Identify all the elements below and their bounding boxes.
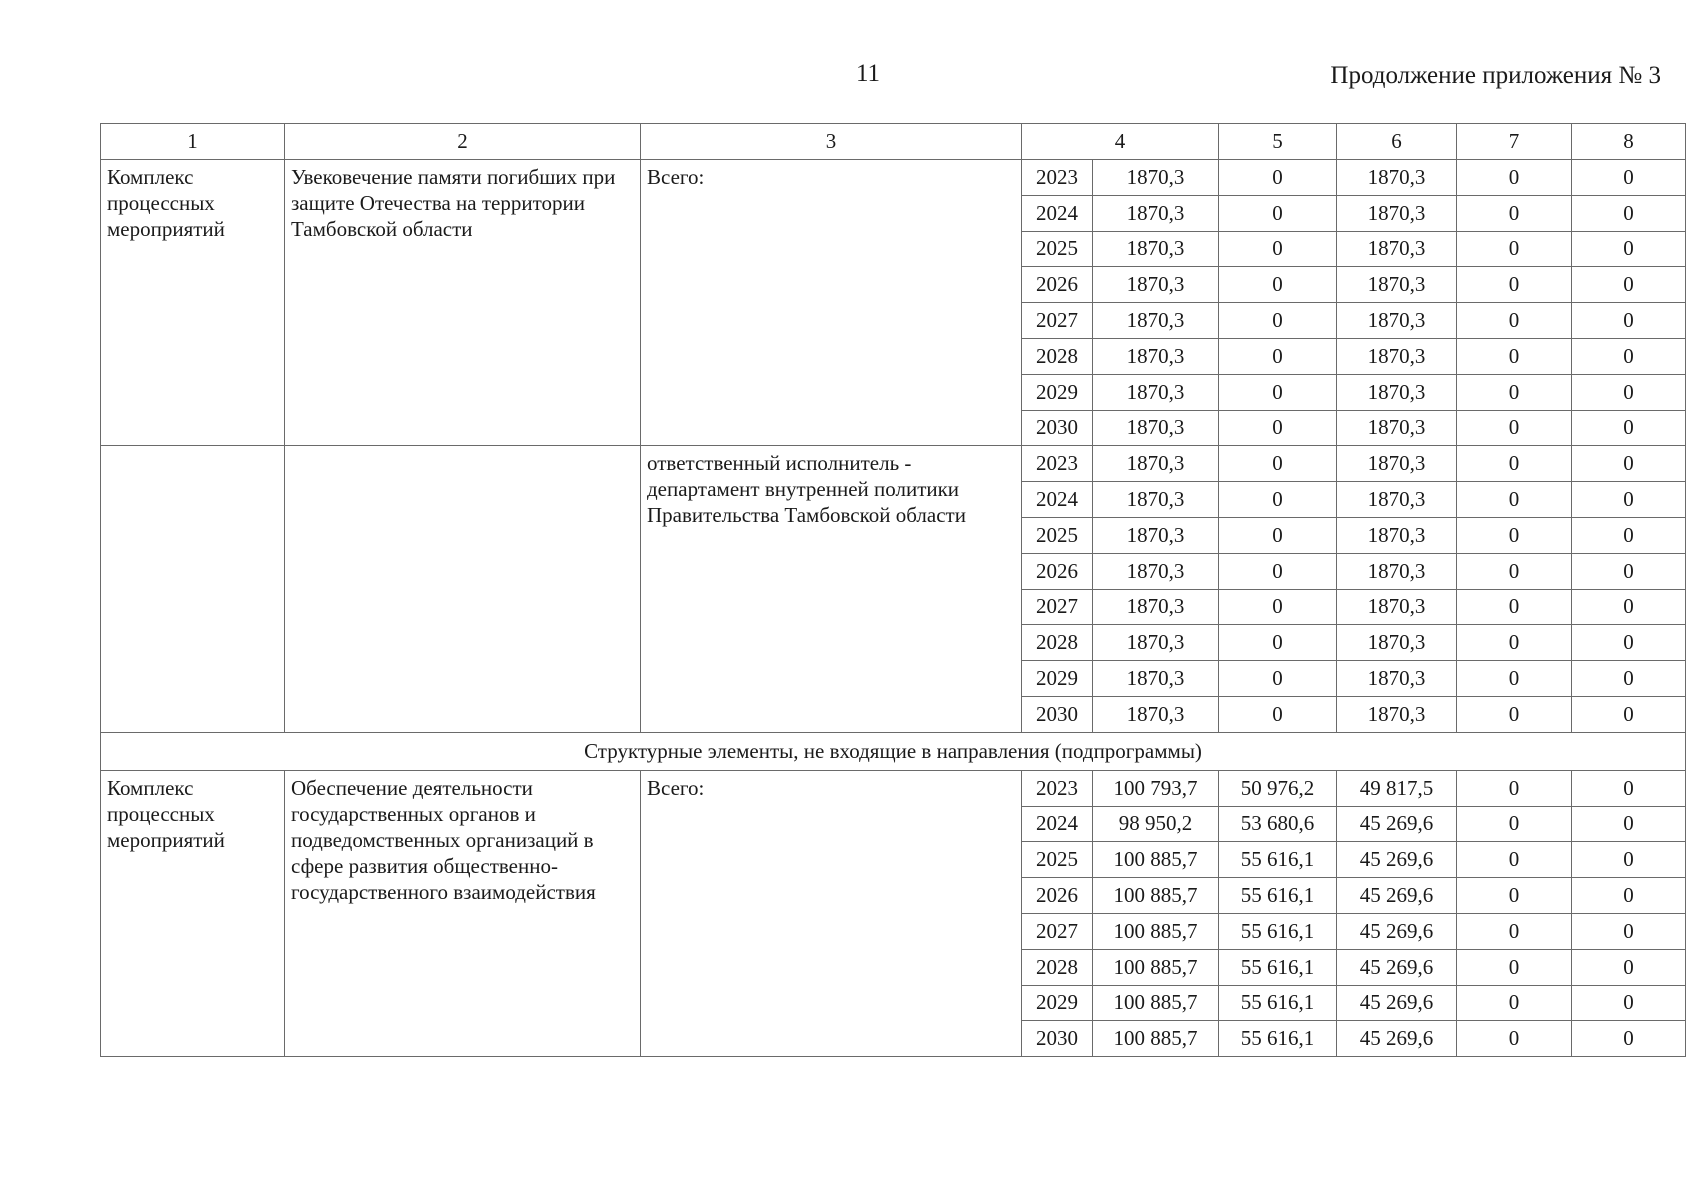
regional-cell: 49 817,5 [1337,770,1457,806]
year-cell: 2023 [1022,770,1093,806]
total-cell: 1870,3 [1093,303,1219,339]
year-cell: 2030 [1022,410,1093,446]
federal-cell: 0 [1219,160,1337,196]
regional-cell: 1870,3 [1337,267,1457,303]
other-cell: 0 [1572,625,1686,661]
other-cell: 0 [1572,231,1686,267]
table-body [101,124,1686,1057]
year-cell: 2028 [1022,338,1093,374]
year-cell: 2027 [1022,589,1093,625]
federal-cell: 0 [1219,195,1337,231]
federal-cell: 55 616,1 [1219,1021,1337,1057]
federal-cell: 0 [1219,482,1337,518]
table-row [101,446,1686,482]
budget-table [100,123,1686,1057]
local-cell: 0 [1457,553,1572,589]
total-cell: 1870,3 [1093,517,1219,553]
total-cell: 100 793,7 [1093,770,1219,806]
local-cell: 0 [1457,160,1572,196]
local-cell: 0 [1457,482,1572,518]
other-cell: 0 [1572,842,1686,878]
total-cell: 1870,3 [1093,374,1219,410]
column-header-6: 6 [1337,124,1457,160]
regional-cell: 1870,3 [1337,553,1457,589]
other-cell: 0 [1572,446,1686,482]
total-cell: 1870,3 [1093,195,1219,231]
column-header-4: 4 [1022,124,1219,160]
federal-cell: 55 616,1 [1219,913,1337,949]
year-cell: 2029 [1022,661,1093,697]
total-cell: 1870,3 [1093,231,1219,267]
other-cell: 0 [1572,160,1686,196]
regional-cell: 1870,3 [1337,625,1457,661]
regional-cell: 1870,3 [1337,195,1457,231]
federal-cell: 0 [1219,625,1337,661]
regional-cell: 1870,3 [1337,410,1457,446]
other-cell: 0 [1572,1021,1686,1057]
federal-cell: 55 616,1 [1219,842,1337,878]
regional-cell: 1870,3 [1337,661,1457,697]
federal-cell: 0 [1219,267,1337,303]
table-row [101,160,1686,196]
regional-cell: 1870,3 [1337,338,1457,374]
row-title-cell: Увековечение памяти погибших при защите Отечества на территории Тамбовской области [285,160,641,446]
funding-source-cell: ответственный исполнитель - департамент внутренней политики Правительства Тамбовской области [641,446,1022,732]
year-cell: 2027 [1022,303,1093,339]
federal-cell: 55 616,1 [1219,949,1337,985]
table-row [101,770,1686,806]
regional-cell: 1870,3 [1337,303,1457,339]
regional-cell: 1870,3 [1337,517,1457,553]
year-cell: 2023 [1022,446,1093,482]
other-cell: 0 [1572,985,1686,1021]
local-cell: 0 [1457,949,1572,985]
total-cell: 1870,3 [1093,696,1219,732]
local-cell: 0 [1457,696,1572,732]
regional-cell: 45 269,6 [1337,842,1457,878]
total-cell: 1870,3 [1093,446,1219,482]
column-header-7: 7 [1457,124,1572,160]
federal-cell: 53 680,6 [1219,806,1337,842]
federal-cell: 0 [1219,696,1337,732]
federal-cell: 0 [1219,374,1337,410]
local-cell: 0 [1457,1021,1572,1057]
other-cell: 0 [1572,374,1686,410]
local-cell: 0 [1457,878,1572,914]
total-cell: 1870,3 [1093,482,1219,518]
year-cell: 2030 [1022,1021,1093,1057]
year-cell: 2026 [1022,553,1093,589]
year-cell: 2028 [1022,625,1093,661]
local-cell: 0 [1457,410,1572,446]
header-row [101,124,1686,160]
column-header-8: 8 [1572,124,1686,160]
local-cell: 0 [1457,625,1572,661]
local-cell: 0 [1457,661,1572,697]
row-type-cell: Комплекс процессных мероприятий [101,160,285,446]
local-cell: 0 [1457,374,1572,410]
total-cell: 1870,3 [1093,160,1219,196]
section-title: Структурные элементы, не входящие в направления (подпрограммы) [101,732,1686,770]
column-header-1: 1 [101,124,285,160]
federal-cell: 0 [1219,446,1337,482]
local-cell: 0 [1457,338,1572,374]
year-cell: 2024 [1022,482,1093,518]
federal-cell: 50 976,2 [1219,770,1337,806]
column-header-3: 3 [641,124,1022,160]
local-cell: 0 [1457,517,1572,553]
appendix-label: Продолжение приложения № 3 [1330,62,1661,89]
federal-cell: 0 [1219,517,1337,553]
year-cell: 2030 [1022,696,1093,732]
other-cell: 0 [1572,410,1686,446]
other-cell: 0 [1572,267,1686,303]
regional-cell: 45 269,6 [1337,806,1457,842]
year-cell: 2024 [1022,806,1093,842]
other-cell: 0 [1572,913,1686,949]
regional-cell: 1870,3 [1337,589,1457,625]
federal-cell: 0 [1219,553,1337,589]
other-cell: 0 [1572,661,1686,697]
federal-cell: 0 [1219,231,1337,267]
total-cell: 100 885,7 [1093,878,1219,914]
other-cell: 0 [1572,195,1686,231]
local-cell: 0 [1457,446,1572,482]
year-cell: 2027 [1022,913,1093,949]
other-cell: 0 [1572,553,1686,589]
column-header-2: 2 [285,124,641,160]
total-cell: 100 885,7 [1093,913,1219,949]
column-header-5: 5 [1219,124,1337,160]
regional-cell: 45 269,6 [1337,985,1457,1021]
other-cell: 0 [1572,338,1686,374]
year-cell: 2025 [1022,231,1093,267]
other-cell: 0 [1572,589,1686,625]
other-cell: 0 [1572,517,1686,553]
other-cell: 0 [1572,696,1686,732]
year-cell: 2023 [1022,160,1093,196]
regional-cell: 45 269,6 [1337,913,1457,949]
regional-cell: 1870,3 [1337,696,1457,732]
local-cell: 0 [1457,303,1572,339]
total-cell: 1870,3 [1093,267,1219,303]
federal-cell: 0 [1219,338,1337,374]
year-cell: 2024 [1022,195,1093,231]
total-cell: 100 885,7 [1093,842,1219,878]
total-cell: 1870,3 [1093,410,1219,446]
other-cell: 0 [1572,806,1686,842]
regional-cell: 1870,3 [1337,446,1457,482]
regional-cell: 1870,3 [1337,374,1457,410]
local-cell: 0 [1457,770,1572,806]
total-cell: 100 885,7 [1093,1021,1219,1057]
federal-cell: 55 616,1 [1219,878,1337,914]
page-number: 11 [855,60,881,87]
regional-cell: 45 269,6 [1337,1021,1457,1057]
row-title-cell: Обеспечение деятельности государственных органов и подведомственных организаций в сфере развития общественно-государственного взаимодействия [285,770,641,1056]
total-cell: 1870,3 [1093,553,1219,589]
local-cell: 0 [1457,231,1572,267]
year-cell: 2028 [1022,949,1093,985]
funding-source-cell: Всего: [641,160,1022,446]
other-cell: 0 [1572,482,1686,518]
year-cell: 2025 [1022,517,1093,553]
year-cell: 2026 [1022,878,1093,914]
total-cell: 100 885,7 [1093,949,1219,985]
total-cell: 1870,3 [1093,589,1219,625]
row-type-cell [101,446,285,732]
funding-source-cell: Всего: [641,770,1022,1056]
total-cell: 1870,3 [1093,625,1219,661]
row-type-cell: Комплекс процессных мероприятий [101,770,285,1056]
row-title-cell [285,446,641,732]
year-cell: 2026 [1022,267,1093,303]
total-cell: 1870,3 [1093,338,1219,374]
regional-cell: 1870,3 [1337,231,1457,267]
other-cell: 0 [1572,878,1686,914]
local-cell: 0 [1457,913,1572,949]
total-cell: 1870,3 [1093,661,1219,697]
regional-cell: 45 269,6 [1337,878,1457,914]
local-cell: 0 [1457,842,1572,878]
total-cell: 98 950,2 [1093,806,1219,842]
section-row [101,732,1686,770]
year-cell: 2025 [1022,842,1093,878]
local-cell: 0 [1457,267,1572,303]
regional-cell: 45 269,6 [1337,949,1457,985]
year-cell: 2029 [1022,374,1093,410]
other-cell: 0 [1572,949,1686,985]
regional-cell: 1870,3 [1337,482,1457,518]
local-cell: 0 [1457,806,1572,842]
total-cell: 100 885,7 [1093,985,1219,1021]
federal-cell: 55 616,1 [1219,985,1337,1021]
local-cell: 0 [1457,985,1572,1021]
federal-cell: 0 [1219,303,1337,339]
year-cell: 2029 [1022,985,1093,1021]
regional-cell: 1870,3 [1337,160,1457,196]
local-cell: 0 [1457,589,1572,625]
federal-cell: 0 [1219,589,1337,625]
local-cell: 0 [1457,195,1572,231]
other-cell: 0 [1572,303,1686,339]
federal-cell: 0 [1219,410,1337,446]
federal-cell: 0 [1219,661,1337,697]
other-cell: 0 [1572,770,1686,806]
